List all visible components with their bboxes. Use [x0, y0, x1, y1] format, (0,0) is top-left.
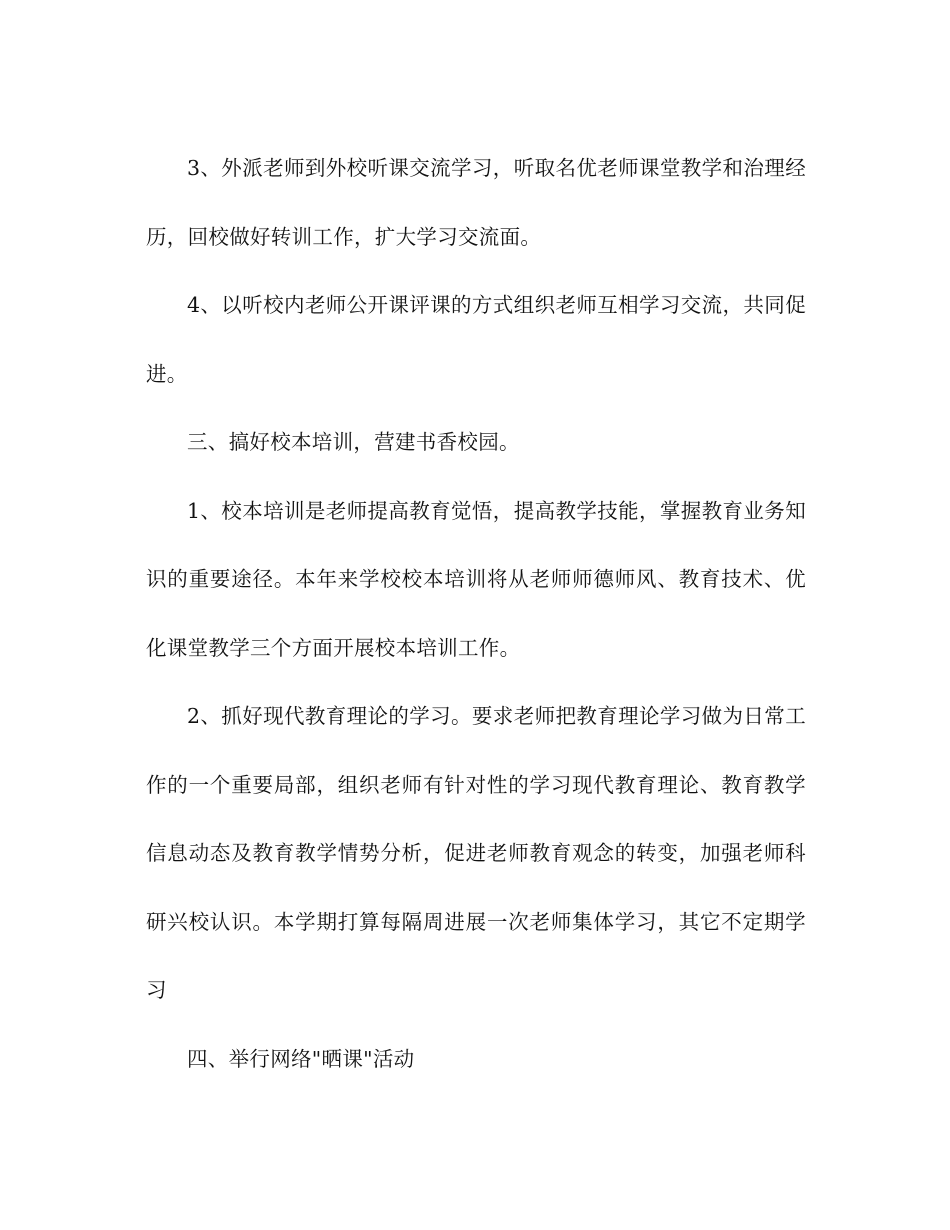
section-heading-3: 三、搞好校本培训，营建书香校园。	[187, 430, 520, 454]
paragraph-item-4: 4、以听校内老师公开课评课的方式组织老师互相学习交流，共同促进。	[146, 293, 806, 386]
paragraph-item-1: 1、校本培训是老师提高教育觉悟，提高教学技能，掌握教育业务知识的重要途径。本年来学校校本培训将从老师师德师风、教育技术、优化课堂教学三个方面开展校本培训工作。	[146, 498, 806, 660]
document-body	[146, 134, 806, 1093]
paragraph-item-3: 3、外派老师到外校听课交流学习，听取名优老师课堂教学和治理经历，回校做好转训工作，扩大学习交流面。	[146, 156, 806, 249]
paragraph-item-2: 2、抓好现代教育理论的学习。要求老师把教育理论学习做为日常工作的一个重要局部，组织老师有针对性的学习现代教育理论、教育教学信息动态及教育教学情势分析，促进老师教育观念的转变，加强老师科研兴校认识。本学期打算每隔周进展一次老师集体学习，其它不定期学习	[146, 704, 806, 1002]
section-heading-4: 四、举行网络"晒课"活动	[187, 1046, 415, 1071]
